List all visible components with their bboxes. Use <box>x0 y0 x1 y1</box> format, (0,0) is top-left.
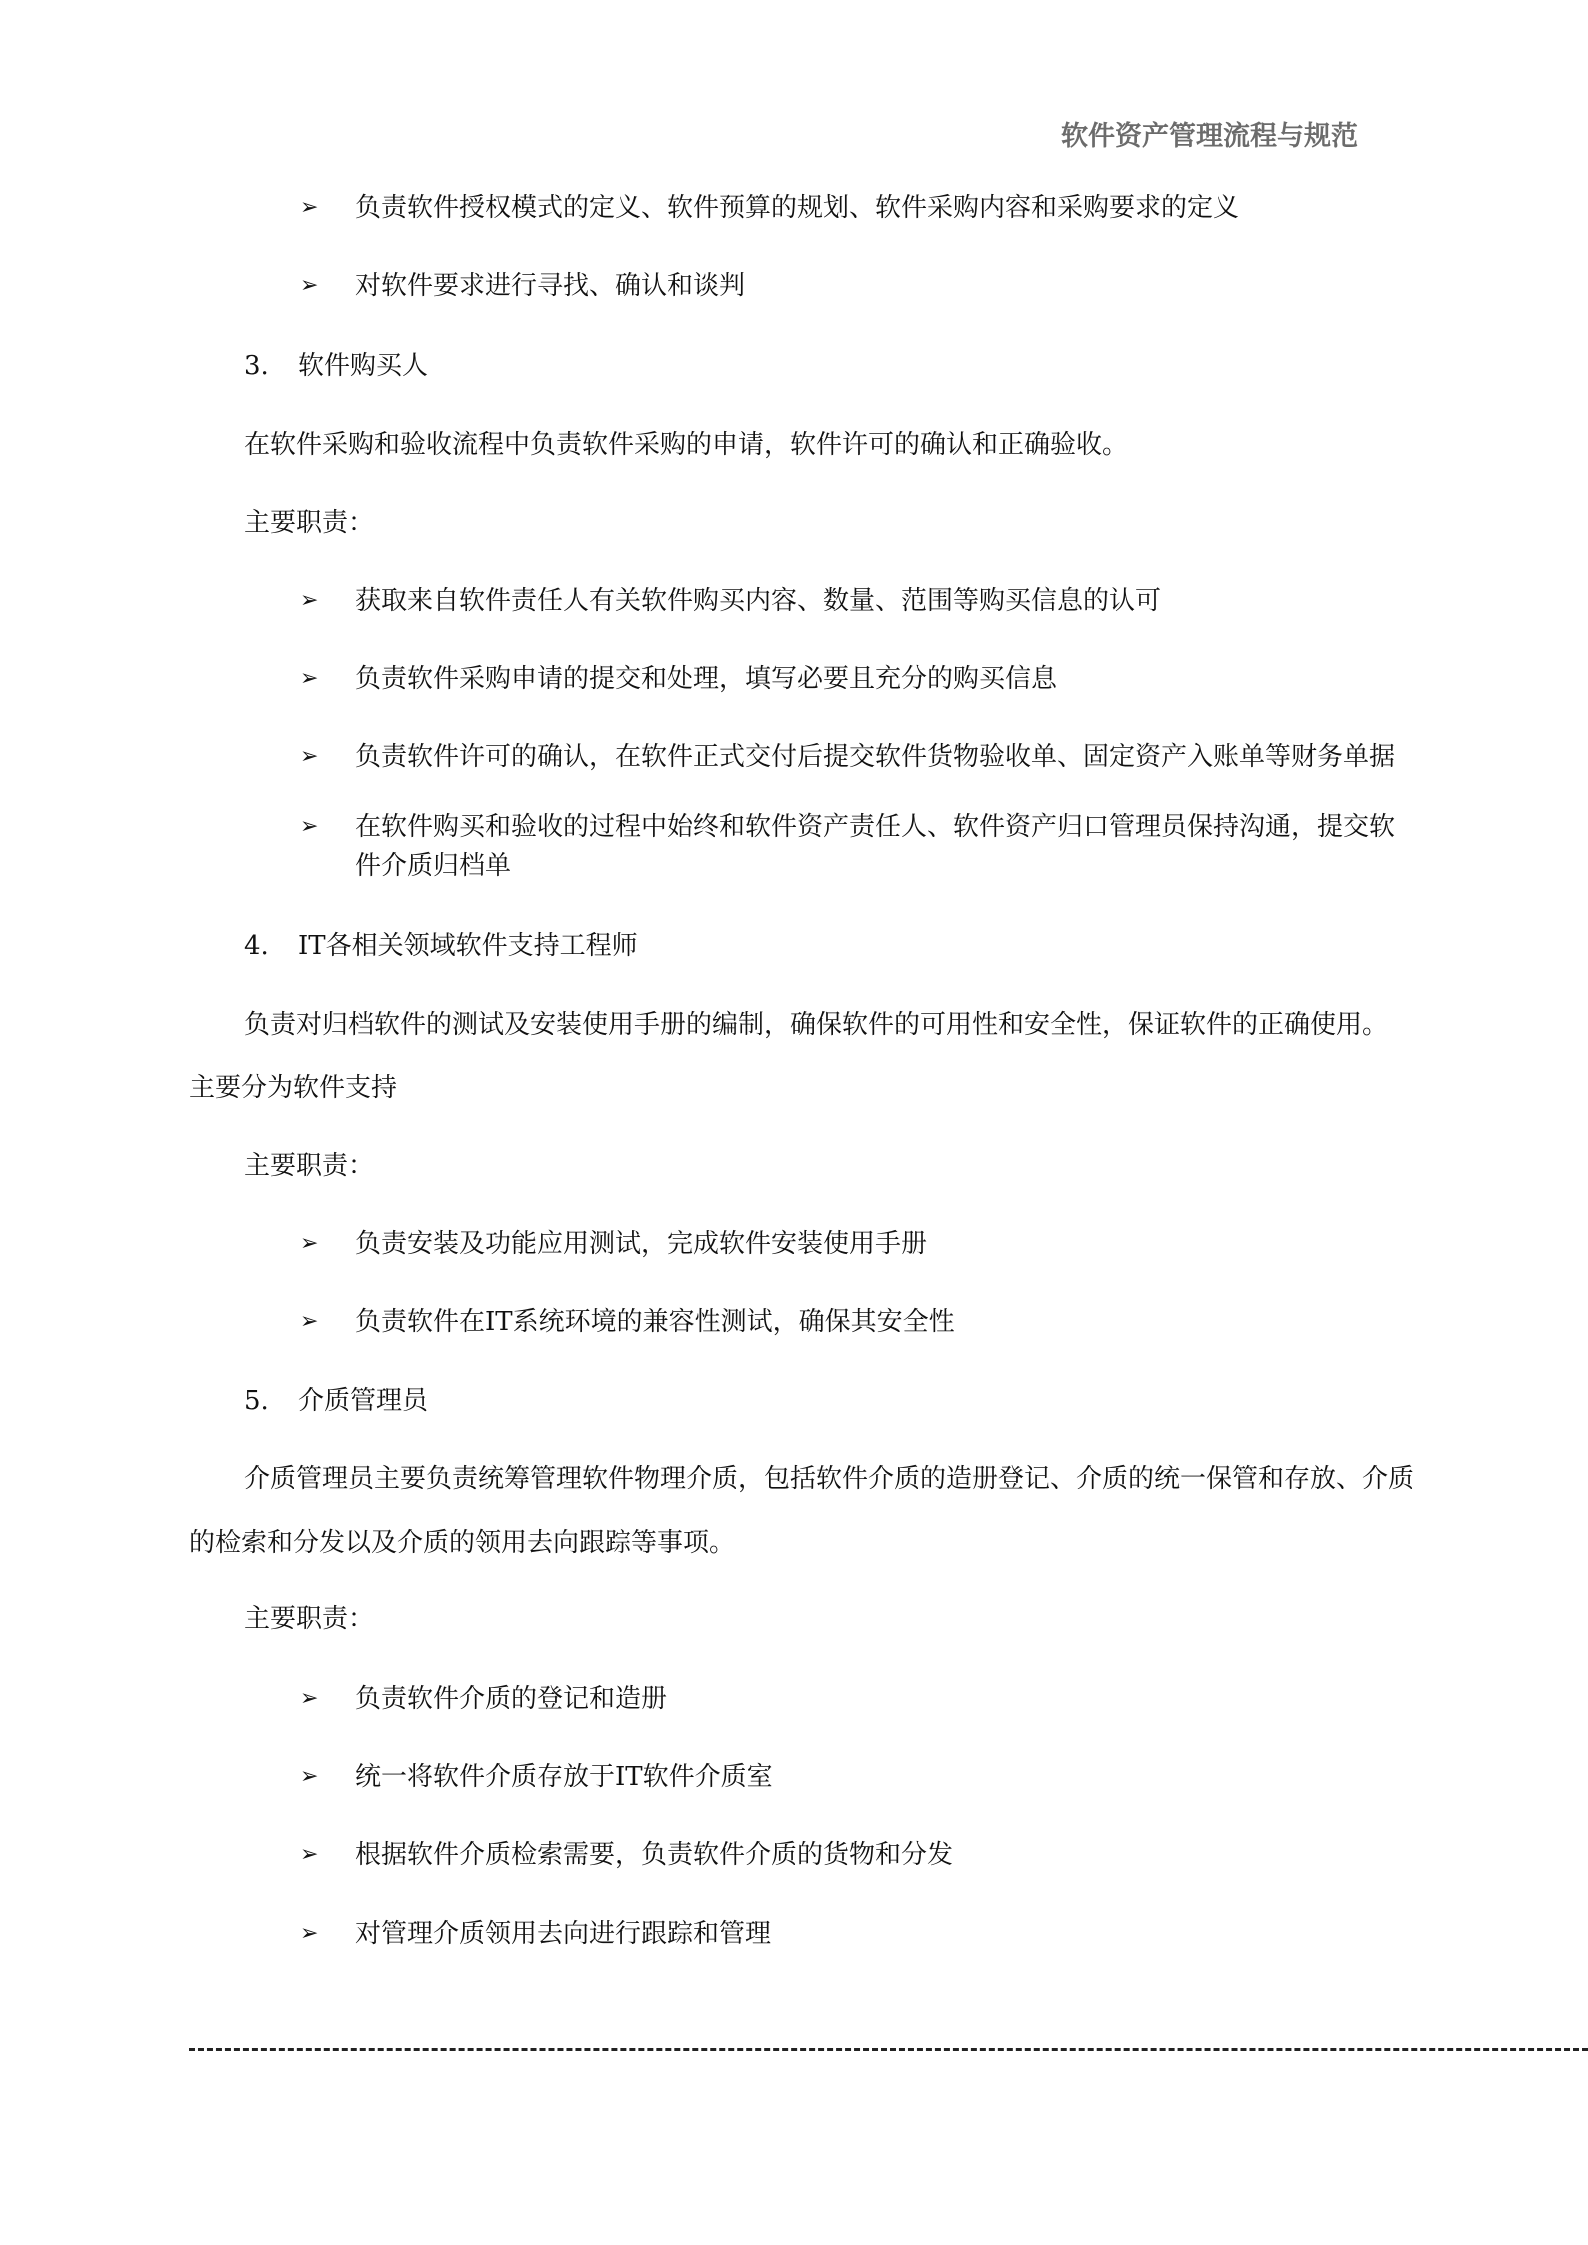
page-break-divider <box>189 2048 1588 2051</box>
list-item: 负责软件采购申请的提交和处理，填写必要且充分的购买信息 <box>355 664 1058 694</box>
list-item: 负责安装及功能应用测试，完成软件安装使用手册 <box>355 1229 928 1259</box>
duties-label: 主要职责： <box>244 508 375 538</box>
section-title: 软件购买人 <box>298 351 429 381</box>
list-item: 负责软件介质的登记和造册 <box>355 1684 668 1714</box>
list-item: 对软件要求进行寻找、确认和谈判 <box>355 271 746 301</box>
duties-label: 主要职责： <box>244 1151 375 1181</box>
section-number: 5. <box>244 1386 269 1416</box>
bullet-arrow-icon: ➢ <box>300 666 319 691</box>
duties-label: 主要职责： <box>244 1604 375 1634</box>
section-title: IT各相关领域软件支持工程师 <box>298 931 638 961</box>
bullet-arrow-icon: ➢ <box>300 1309 319 1334</box>
page-header-title: 软件资产管理流程与规范 <box>1061 121 1358 152</box>
bullet-arrow-icon: ➢ <box>300 588 319 613</box>
list-item: 负责软件在IT系统环境的兼容性测试，确保其安全性 <box>355 1307 955 1337</box>
section-description: 介质管理员主要负责统筹管理软件物理介质，包括软件介质的造册登记、介质的统一保管和存放、介质 <box>244 1464 1415 1494</box>
bullet-arrow-icon: ➢ <box>300 1921 319 1946</box>
section-description: 负责对归档软件的测试及安装使用手册的编制，确保软件的可用性和安全性，保证软件的正确使用。 <box>244 1010 1389 1040</box>
section-description: 在软件采购和验收流程中负责软件采购的申请，软件许可的确认和正确验收。 <box>244 430 1129 460</box>
bullet-arrow-icon: ➢ <box>300 1764 319 1789</box>
bullet-arrow-icon: ➢ <box>300 744 319 769</box>
list-item-continuation: 件介质归档单 <box>355 851 512 881</box>
list-item: 统一将软件介质存放于IT软件介质室 <box>355 1762 773 1792</box>
bullet-arrow-icon: ➢ <box>300 1231 319 1256</box>
bullet-arrow-icon: ➢ <box>300 1842 319 1867</box>
bullet-arrow-icon: ➢ <box>300 1686 319 1711</box>
section-description-cont: 主要分为软件支持 <box>189 1073 398 1103</box>
section-number: 3. <box>244 351 269 381</box>
bullet-arrow-icon: ➢ <box>300 273 319 298</box>
list-item: 在软件购买和验收的过程中始终和软件资产责任人、软件资产归口管理员保持沟通，提交软 <box>355 812 1396 842</box>
bullet-arrow-icon: ➢ <box>300 814 319 839</box>
section-number: 4. <box>244 931 269 961</box>
section-description-cont: 的检索和分发以及介质的领用去向跟踪等事项。 <box>189 1528 736 1558</box>
list-item: 获取来自软件责任人有关软件购买内容、数量、范围等购买信息的认可 <box>355 586 1162 616</box>
list-item: 负责软件许可的确认，在软件正式交付后提交软件货物验收单、固定资产入账单等财务单据 <box>355 742 1396 772</box>
list-item: 负责软件授权模式的定义、软件预算的规划、软件采购内容和采购要求的定义 <box>355 193 1240 223</box>
list-item: 对管理介质领用去向进行跟踪和管理 <box>355 1919 772 1949</box>
section-title: 介质管理员 <box>298 1386 429 1416</box>
list-item: 根据软件介质检索需要，负责软件介质的货物和分发 <box>355 1840 954 1870</box>
bullet-arrow-icon: ➢ <box>300 195 319 220</box>
